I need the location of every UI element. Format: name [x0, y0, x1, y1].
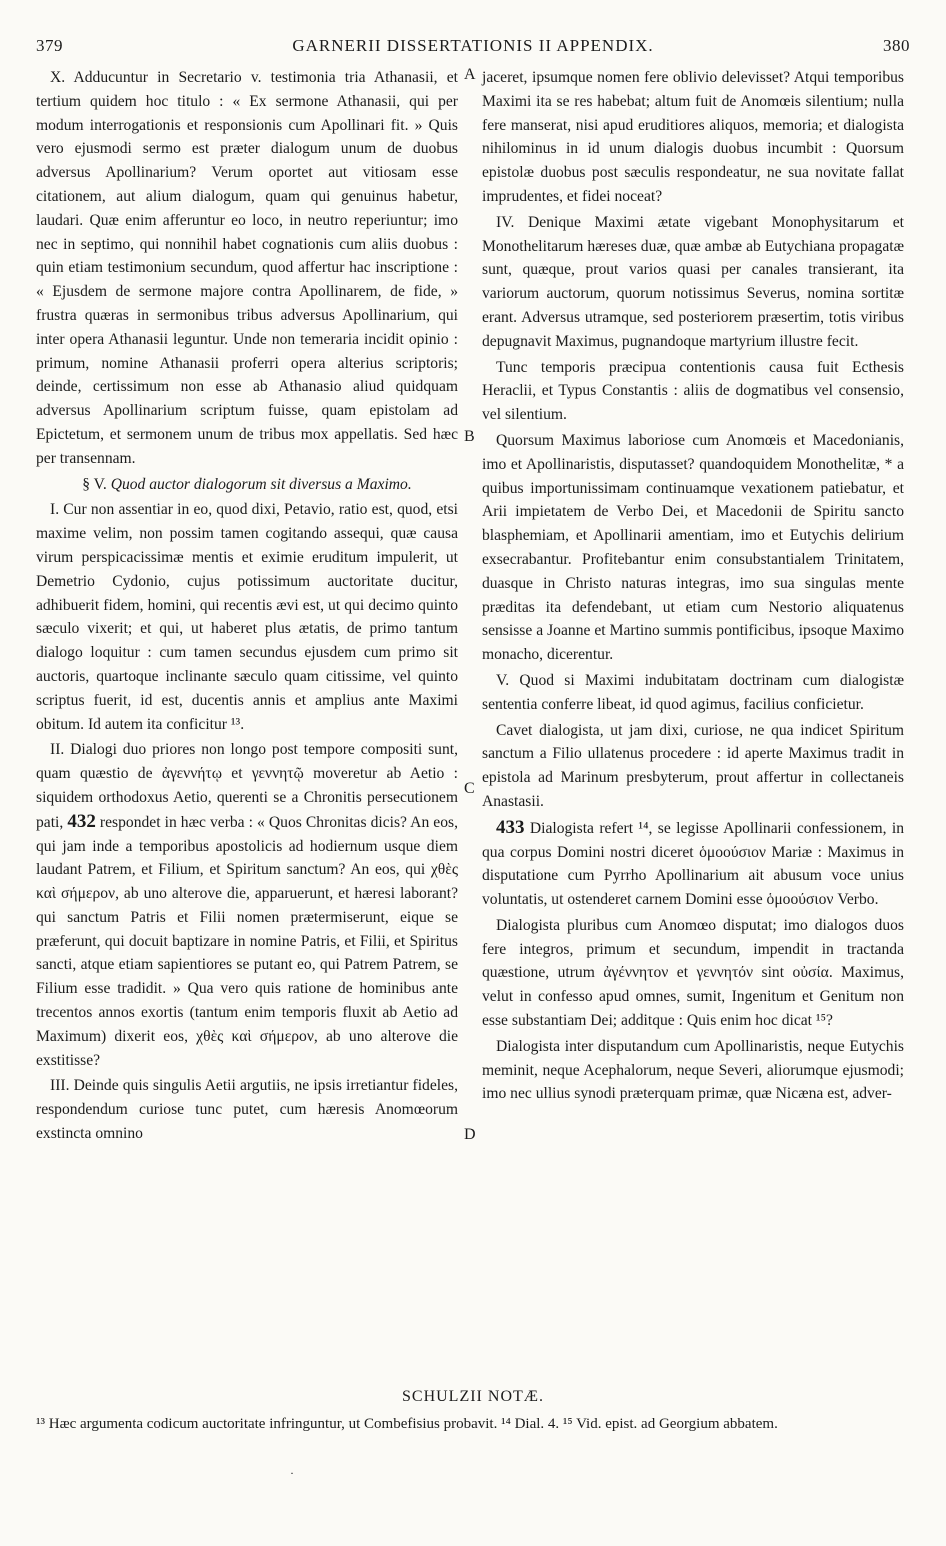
column-number-433: 433 — [496, 816, 525, 838]
left-column — [36, 66, 458, 1146]
footnotes — [36, 1414, 910, 1434]
paragraph-cavet: Cavet dialogista, ut jam dixi, curiose, ne qua indicet Spiritum sanctum a Filio ullatenus procedere : id aperte Maximus tradit in epistola ad Marinum presbyterum, prout affertur in collectaneis Anastasii. — [482, 721, 904, 810]
footnote-14: ¹⁴ Dial. 4. — [501, 1416, 560, 1432]
page-number-right: 380 — [883, 36, 910, 55]
section-title: Quod auctor dialogorum sit diversus a Maximo. — [110, 475, 412, 493]
paragraph-i: I. Cur non assentiar in eo, quod dixi, Petavio, ratio est, quod, etsi maxime velim, non possim tamen cogitando assequi, quæ causa virum perspicacissimæ mentis et eximie eruditum impulerit, ut Demetrio Cydonio, cujus potissimum auctoritate ducitur, adhibuerit fidem, homini, qui recentis ævi est, ut qui decimo quinto sæculo vixerit; et qui, ut haberet plus ætatis, de primo tantum dialogo loquitur : cum tamen secundus ejusdem cum primo sit auctoris, quartoque inclinante sæculo quam citissime, vel quinto scriptus fuerit, id est, ducentis annis et amplius ante Maximi obitum. Id autem ita conficitur ¹³. — [36, 501, 458, 733]
paragraph-tunc: Tunc temporis præcipua contentionis causa fuit Ecthesis Heraclii, et Typus Constantis : aliis de dogmatibus vel consensio, vel silentium. — [482, 358, 904, 424]
page-number-left: 379 — [36, 36, 63, 55]
notes-title: SCHULZII NOTÆ. — [402, 1388, 544, 1405]
right-column — [482, 66, 904, 1106]
margin-letter-a: A — [464, 66, 476, 83]
stray-mark: · — [290, 1466, 294, 1480]
paragraph-ii — [36, 738, 458, 1072]
paragraph-continued: jaceret, ipsumque nomen fere oblivio delevisset? Atqui temporibus Maximi ita se res habebat; altum fuit de Anomœis silentium; nulla fere manserat, nisi apud eruditiores aliquos, memoria; et dialogista nihilominus in id unum dialogis duobus incumbit : Quorsum epistolæ duobus post sæculis respondeatur, ne sua novitate fallat imprudentes, et fidei noceat? — [482, 69, 904, 205]
paragraph-dialogista-inter: Dialogista inter disputandum cum Apollinaristis, neque Eutychis meminit, neque Acephalorum, neque Severi, aliorumque ejusmodi; imo nec ullius synodi præterquam primæ, quæ Nicæna est, adver- — [482, 1037, 904, 1103]
section-heading — [36, 473, 458, 497]
section-number: § V. — [82, 475, 107, 493]
margin-letter-c: C — [464, 780, 475, 797]
page-header — [36, 36, 910, 64]
footnote-13: ¹³ Hæc argumenta codicum auctoritate infringuntur, ut Combefisius probavit. — [36, 1416, 498, 1432]
running-title: GARNERII DISSERTATIONIS II APPENDIX. — [292, 36, 654, 55]
paragraph-v: V. Quod si Maximi indubitatam doctrinam cum dialogistæ sententia conferre libeat, id quod agimus, facilius conficietur. — [482, 671, 904, 713]
margin-letter-b: B — [464, 428, 475, 445]
margin-letter-d: D — [464, 1126, 476, 1143]
paragraph-dialogista-pluribus: Dialogista pluribus cum Anomœo disputat; imo dialogos duos fere integros, primum et secundum, impendit in tractanda quæstione, utrum ἀγέννητον et γεννητόν sint οὐσία. Maximus, velut in confesso apud omnes, sumit, Ingenitum et Genitum non esse substantiam Dei; additque : Quis enim hoc dicat ¹⁵? — [482, 916, 904, 1030]
paragraph-x: X. Adducuntur in Secretario v. testimonia tria Athanasii, et tertium quidem hoc titulo : « Ex sermone Athanasii, qui per modum interrogationis et responsionis cum Apollinari fit. » Quis vero ejusmodi sermo est præter dialogum unum de duobus adversus Apollinarium? Verum oportet aut vitiosam esse citationem, aut alium dialogum, quam qui genuinus habetur, laudari. Quæ enim afferuntur eo loco, in neutro reperiuntur; imo nec in septimo, qui nonnihil habet cognationis cum aliis duobus : quin etiam testimonium secundum, quod affertur hac inscriptione : « Ejusdem de sermone majore contra Apollinarem, de fide, » frustra quæras in sermonibus tribus adversus Apollinarium, qui inter opera Athanasii leguntur. Unde non temeraria incidit opinio : primum, nomine Athanasii proferri opera alterius scriptoris; deinde, certissimum non esse ab Athanasio aliud quidquam adversus Apollinarium scriptum fuisse, quam epistolam ad Epictetum, et sermonem unum de tribus mox appellatis. Sed hæc per transennam. — [36, 69, 458, 467]
column-number-432: 432 — [67, 810, 96, 832]
paragraph-dialogista-refert — [482, 816, 904, 912]
paragraph-ii-part-b: respondet in hæc verba : « Quos Chronitas dicis? An eos, qui jam inde a temporibus apostolicis ad hodiernum usque diem laudant Patrem, et Filium, et Spiritum sanctum? An eos, qui χθὲς καὶ σήμερον, ab uno alterove die, apparuerunt, et hæresi laborant? qui sanctum Patris et Filii nomen prætermiserunt, eique se præferunt, qui docuit baptizare in nomine Patris, et Filii, et Spiritus sancti, atque etiam sapientiores se putant eo, qui Patrem Patrem, se Filium esse tradidit. » Qua vero quis ratione de hominibus ante trecentos annos exortis (tantum enim temporis fluxit ab Aetio ad Maximum) dixerit eos, χθὲς καὶ σήμερον, ab uno alterove die exstitisse? — [36, 813, 458, 1069]
paragraph-quorsum: Quorsum Maximus laboriose cum Anomœis et Macedonianis, imo et Apollinaristis, disputasset? quandoquidem Monothelitæ, * a quibus importunissimam continuamque vexationem patiebatur, et Arii impietatem de Verbo Dei, et Macedonii de Spiritu sancto blasphemiam, et Apollinarii amentiam, imo et Eutychis delirium exsecrabantur. Profitebantur enim consubstantialem Trinitatem, duasque in Christo naturas integras, imo sua singulas mente præditas ita defendebant, ut etiam cum Nestorio aliquatenus sensisse a Joanne et Martino summis pontificibus, ipsoque Maximo monacho, dicerentur. — [482, 431, 904, 664]
paragraph-iv: IV. Denique Maximi ætate vigebant Monophysitarum et Monothelitarum hæreses duæ, quæ ambæ ab Eutychiana propagatæ sunt, quæque, prout varios quasi per canales transierant, ita variorum auctorum, quorum notissimus Severus, nomina sortitæ erant. Adversus utramque, sed posteriorem præsertim, totis viribus depugnavit Maximus, pugnandoque martyrium illustre fecit. — [482, 213, 904, 350]
paragraph-dialogista-refert-text: Dialogista refert ¹⁴, se legisse Apollinarii confessionem, in qua corpus Domini nostri diceret ὁμοούσιον Mariæ : Maximus in disputatione cum Pyrrho Apollinarium ait abusum voce unius voluntatis, ut ostenderet carnem Domini esse ὁμοούσιον Verbo. — [482, 819, 904, 909]
footnote-15: ¹⁵ Vid. epist. ad Georgium abbatem. — [562, 1416, 778, 1432]
paragraph-ii-part-a: II. Dialogi duo priores non longo post tempore compositi sunt, quam quæstio de ἀγεννήτῳ et γεννητῷ moveretur ab Aetio : siquidem orthodoxus Aetio, querenti se a Chronitis persecutionem pati, — [36, 741, 458, 831]
paragraph-iii: III. Deinde quis singulis Aetii argutiis, ne ipsis irretiantur fideles, respondendum curiose tunc putet, cum hæresis Anomœorum exstincta omnino — [36, 1077, 458, 1143]
